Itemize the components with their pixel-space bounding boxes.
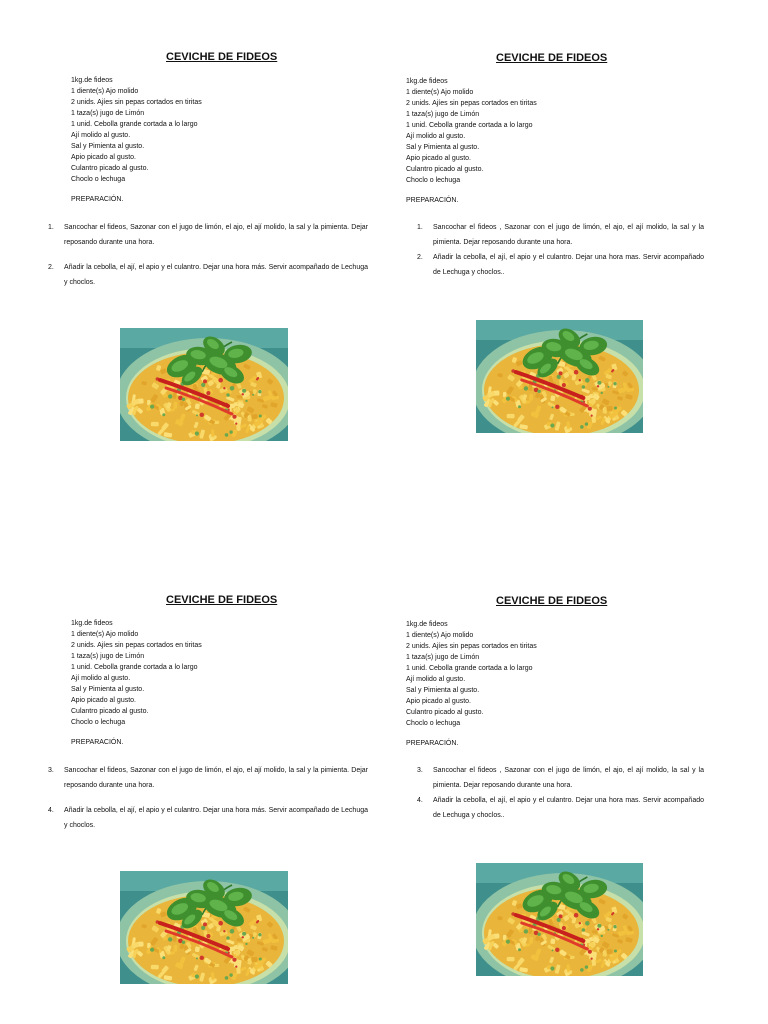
ingredient-item: Apio picado al gusto. bbox=[71, 697, 136, 704]
ingredient-item: Sal y Pimienta al gusto. bbox=[71, 686, 145, 693]
ingredient-item: Ají molido al gusto. bbox=[71, 675, 131, 682]
ingredient-item: Apio picado al gusto. bbox=[71, 154, 136, 161]
ingredient-item: 1 diente(s) Ajo molido bbox=[71, 631, 139, 638]
step-text: Añadir la cebolla, el ají, el apio y el culantro. Dejar una hora mas. Servir acompañado de Lechuga y choclos.. bbox=[433, 254, 704, 276]
step-item bbox=[417, 763, 704, 793]
preparation-heading: PREPARACIÓN. bbox=[406, 197, 459, 204]
step-text: Sancochar el fideos, Sazonar con el jugo de limón, el ajo, el ají molido, la sal y la pimienta. Dejar reposando durante una hora. bbox=[64, 767, 368, 789]
preparation-heading: PREPARACIÓN. bbox=[71, 739, 124, 746]
ingredient-item: Ají molido al gusto. bbox=[71, 132, 131, 139]
ingredient-item: Choclo o lechuga bbox=[71, 719, 126, 726]
ingredient-item: Ají molido al gusto. bbox=[406, 133, 466, 140]
step-number: 4. bbox=[48, 807, 54, 814]
step-number: 1. bbox=[48, 224, 54, 231]
ingredient-item: 1 diente(s) Ajo molido bbox=[406, 89, 474, 96]
step-number: 3. bbox=[48, 767, 54, 774]
preparation-heading: PREPARACIÓN. bbox=[71, 196, 124, 203]
step-text: Añadir la cebolla, el ají, el apio y el culantro. Dejar una hora más. Servir acompañado de Lechuga y choclos. bbox=[64, 807, 368, 829]
ingredient-item: Choclo o lechuga bbox=[71, 176, 126, 183]
step-item bbox=[48, 220, 368, 250]
step-text: Sancochar el fideos , Sazonar con el jugo de limón, el ajo, el ají molido, la sal y la pimienta. Dejar reposando durante una hora. bbox=[433, 224, 704, 246]
ingredient-item: 1 unid. Cebolla grande cortada a lo largo bbox=[406, 665, 533, 672]
ingredient-item: 1 taza(s) jugo de Limón bbox=[406, 654, 480, 661]
recipe-title: CEVICHE DE FIDEOS bbox=[496, 52, 608, 64]
recipe-title: CEVICHE DE FIDEOS bbox=[166, 51, 278, 63]
step-item bbox=[417, 793, 704, 823]
ceviche-photo bbox=[120, 328, 288, 441]
step-number: 2. bbox=[417, 254, 423, 261]
ingredient-item: Apio picado al gusto. bbox=[406, 155, 471, 162]
step-item bbox=[417, 250, 704, 280]
ingredient-list bbox=[406, 619, 537, 729]
ingredient-item: Apio picado al gusto. bbox=[406, 698, 471, 705]
ingredient-list bbox=[406, 76, 537, 186]
ingredient-item: Culantro picado al gusto. bbox=[71, 165, 149, 172]
ingredient-item: 1 diente(s) Ajo molido bbox=[406, 632, 474, 639]
ingredient-item: 1kg.de fideos bbox=[406, 621, 448, 628]
ingredient-item: 1 unid. Cebolla grande cortada a lo largo bbox=[71, 121, 198, 128]
step-item bbox=[48, 803, 368, 833]
ingredient-list bbox=[71, 618, 202, 728]
step-number: 1. bbox=[417, 224, 423, 231]
step-text: Añadir la cebolla, el ají, el apio y el culantro. Dejar una hora más. Servir acompañado de Lechuga y choclos. bbox=[64, 264, 368, 286]
ingredient-item: 1 unid. Cebolla grande cortada a lo largo bbox=[406, 122, 533, 129]
step-text: Sancochar el fideos, Sazonar con el jugo de limón, el ajo, el ají molido, la sal y la pimienta. Dejar reposando durante una hora. bbox=[64, 224, 368, 246]
step-item bbox=[48, 260, 368, 290]
ingredient-item: Choclo o lechuga bbox=[406, 177, 461, 184]
step-text: Añadir la cebolla, el ají, el apio y el culantro. Dejar una hora mas. Servir acompañado de Lechuga y choclos.. bbox=[433, 797, 704, 819]
ingredient-item: 1 taza(s) jugo de Limón bbox=[71, 653, 145, 660]
ingredient-item: 1 diente(s) Ajo molido bbox=[71, 88, 139, 95]
ingredient-item: Sal y Pimienta al gusto. bbox=[406, 687, 480, 694]
ceviche-photo bbox=[120, 871, 288, 984]
ingredient-item: Sal y Pimienta al gusto. bbox=[71, 143, 145, 150]
ingredient-item: 1 taza(s) jugo de Limón bbox=[71, 110, 145, 117]
step-text: Sancochar el fideos , Sazonar con el jugo de limón, el ajo, el ají molido, la sal y la pimienta. Dejar reposando durante una hora. bbox=[433, 767, 704, 789]
ingredient-item: Culantro picado al gusto. bbox=[406, 166, 484, 173]
ingredient-item: Culantro picado al gusto. bbox=[406, 709, 484, 716]
ingredient-item: Sal y Pimienta al gusto. bbox=[406, 144, 480, 151]
ingredient-item: 2 unids. Ajíes sin pepas cortados en tiritas bbox=[71, 99, 202, 106]
ingredient-item: Ají molido al gusto. bbox=[406, 676, 466, 683]
step-number: 3. bbox=[417, 767, 423, 774]
ingredient-item: Culantro picado al gusto. bbox=[71, 708, 149, 715]
ingredient-item: 1 taza(s) jugo de Limón bbox=[406, 111, 480, 118]
ingredient-list bbox=[71, 75, 202, 185]
ceviche-photo bbox=[476, 863, 643, 976]
recipe-title: CEVICHE DE FIDEOS bbox=[166, 594, 278, 606]
ingredient-item: 2 unids. Ajíes sin pepas cortados en tiritas bbox=[406, 100, 537, 107]
ingredient-item: 1kg.de fideos bbox=[71, 620, 113, 627]
step-number: 4. bbox=[417, 797, 423, 804]
step-number: 2. bbox=[48, 264, 54, 271]
step-item bbox=[417, 220, 704, 250]
step-item bbox=[48, 763, 368, 793]
preparation-heading: PREPARACIÓN. bbox=[406, 740, 459, 747]
ingredient-item: Choclo o lechuga bbox=[406, 720, 461, 727]
recipe-title: CEVICHE DE FIDEOS bbox=[496, 595, 608, 607]
ceviche-photo bbox=[476, 320, 643, 433]
ingredient-item: 2 unids. Ajíes sin pepas cortados en tiritas bbox=[71, 642, 202, 649]
ingredient-item: 1kg.de fideos bbox=[406, 78, 448, 85]
ingredient-item: 1 unid. Cebolla grande cortada a lo largo bbox=[71, 664, 198, 671]
ingredient-item: 1kg.de fideos bbox=[71, 77, 113, 84]
ingredient-item: 2 unids. Ajíes sin pepas cortados en tiritas bbox=[406, 643, 537, 650]
